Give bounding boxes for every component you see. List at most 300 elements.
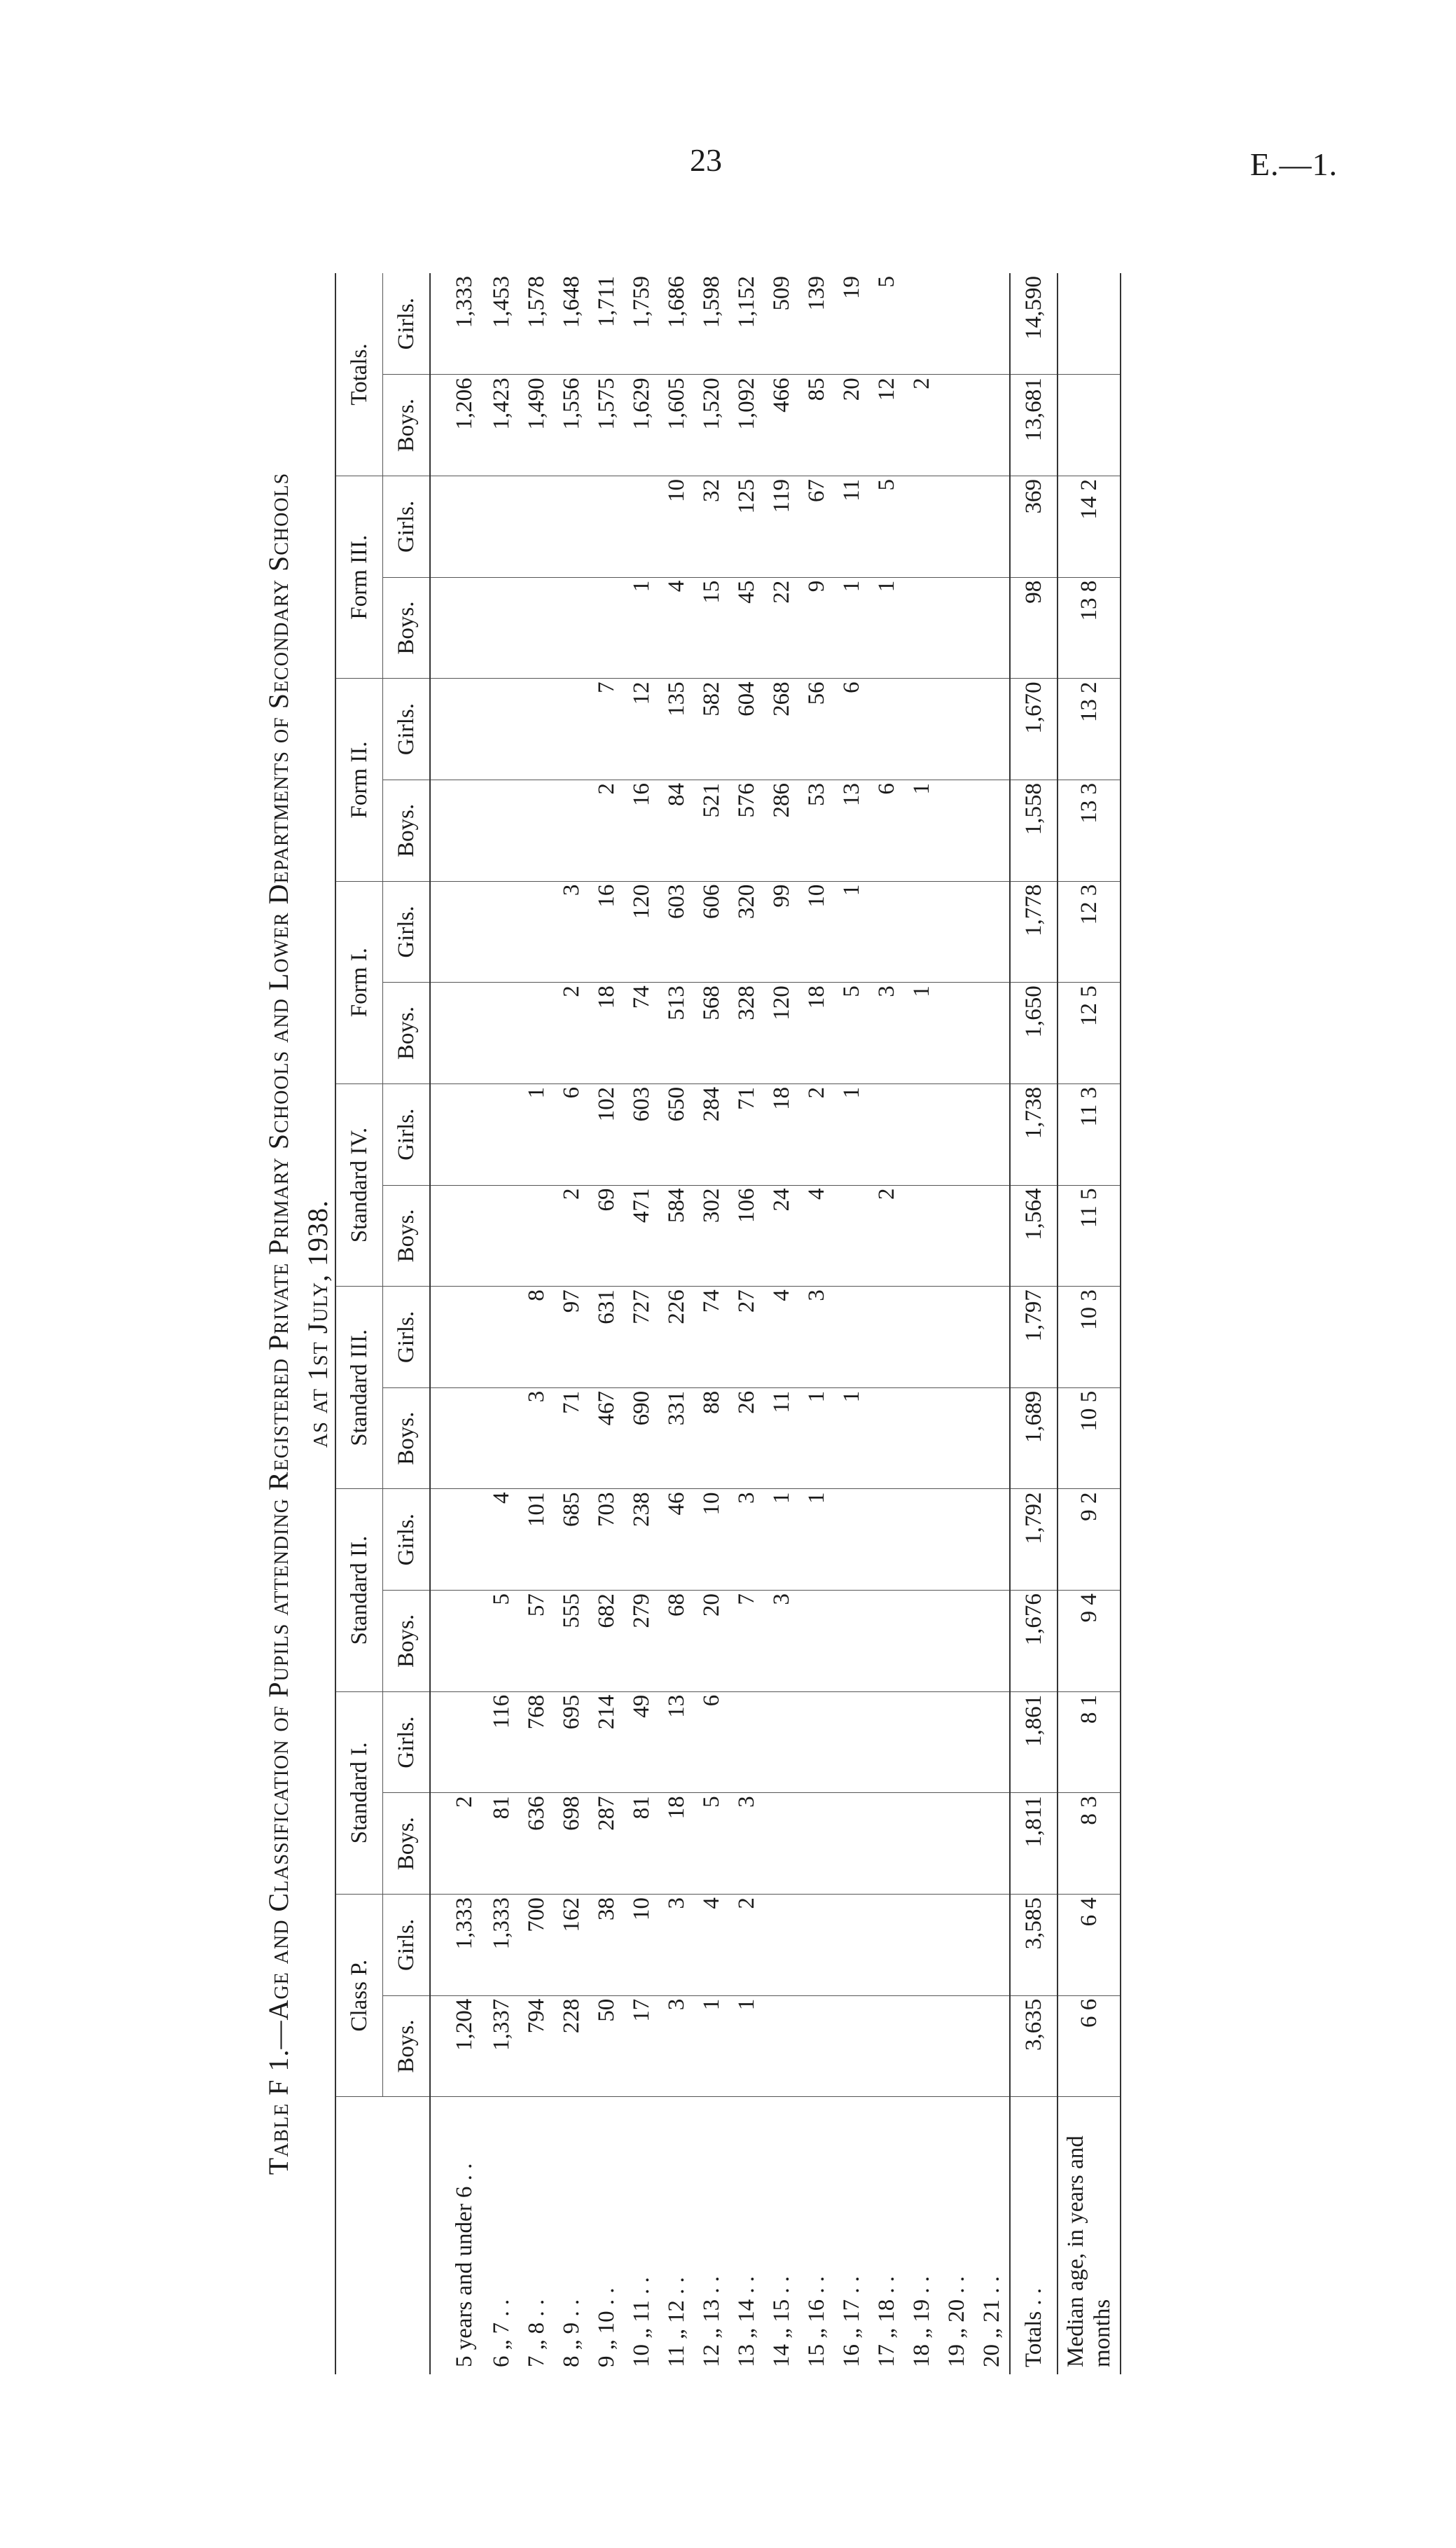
boys-column-header: Boys. <box>383 375 431 476</box>
table-cell: 10 3 <box>1058 1287 1121 1388</box>
table-cell <box>974 983 1010 1084</box>
table-cell <box>834 1691 869 1793</box>
age-classification-table <box>335 273 1121 2374</box>
column-group-header: Form I. <box>335 881 383 1083</box>
table-cell: 3 <box>729 1793 764 1895</box>
row-label: 9 „ 10 . . <box>593 2287 619 2367</box>
table-cell: 1 <box>729 1995 764 2097</box>
table-cell: 135 <box>659 679 694 780</box>
table-cell <box>974 577 1010 679</box>
girls-column-header: Girls. <box>383 1287 431 1388</box>
table-cell <box>939 1793 974 1895</box>
table-cell <box>764 1691 799 1793</box>
table-cell: 1,337 <box>484 1995 519 2097</box>
table-row <box>904 273 939 2374</box>
table-cell <box>729 1691 764 1793</box>
table-cell <box>834 1489 869 1591</box>
table-cell: 568 <box>694 983 729 1084</box>
table-cell: 1,206 <box>430 375 484 476</box>
table-cell: 576 <box>729 780 764 881</box>
table-cell <box>904 1185 939 1287</box>
table-cell: 8 3 <box>1058 1793 1121 1895</box>
table-cell: 302 <box>694 1185 729 1287</box>
table-cell <box>974 881 1010 983</box>
table-cell <box>974 1995 1010 2097</box>
table-cell: 1,797 <box>1010 1287 1058 1388</box>
table-cell: 26 <box>729 1387 764 1489</box>
table-row <box>729 273 764 2374</box>
table-cell: 81 <box>624 1793 659 1895</box>
table-cell: 1,092 <box>729 375 764 476</box>
table-cell: 2 <box>869 1185 904 1287</box>
table-cell: 2 <box>430 1793 484 1895</box>
table-cell <box>904 679 939 780</box>
table-cell <box>904 1287 939 1388</box>
row-label: Median age, in years and months <box>1058 2097 1121 2374</box>
table-cell <box>834 1185 869 1287</box>
table-cell: 6 6 <box>1058 1995 1121 2097</box>
table-cell <box>484 881 519 983</box>
table-cell: 9 2 <box>1058 1489 1121 1591</box>
table-cell <box>430 881 484 983</box>
table-cell: 2 <box>554 1185 589 1287</box>
header-sex-row <box>383 273 431 2374</box>
table-cell <box>554 577 589 679</box>
table-cell <box>430 780 484 881</box>
table-cell: 471 <box>624 1185 659 1287</box>
table-cell: 1,629 <box>624 375 659 476</box>
table-cell: 19 <box>834 273 869 375</box>
table-cell <box>624 476 659 578</box>
table-row <box>694 273 729 2374</box>
table-cell: 268 <box>764 679 799 780</box>
table-cell <box>484 476 519 578</box>
table-cell: 45 <box>729 577 764 679</box>
table-cell <box>484 983 519 1084</box>
table-cell: 24 <box>764 1185 799 1287</box>
table-cell: 53 <box>799 780 834 881</box>
totals-row <box>1010 273 1058 2374</box>
row-label: 5 years and under 6 . . <box>451 2163 477 2367</box>
table-cell <box>904 1489 939 1591</box>
table-cell <box>834 1287 869 1388</box>
table-cell: 238 <box>624 1489 659 1591</box>
table-cell: 1,204 <box>430 1995 484 2097</box>
table-cell <box>904 881 939 983</box>
table-row <box>624 273 659 2374</box>
table-cell <box>939 577 974 679</box>
table-cell <box>519 983 554 1084</box>
table-cell: 3,585 <box>1010 1895 1058 1996</box>
table-cell: 120 <box>764 983 799 1084</box>
table-cell: 38 <box>589 1895 624 1996</box>
table-cell: 1,578 <box>519 273 554 375</box>
table-cell <box>869 1083 904 1185</box>
table-cell: 606 <box>694 881 729 983</box>
table-cell <box>589 476 624 578</box>
table-cell <box>939 1895 974 1996</box>
table-cell: 99 <box>764 881 799 983</box>
table-row <box>589 273 624 2374</box>
table-cell: 1,711 <box>589 273 624 375</box>
table-row <box>799 273 834 2374</box>
row-label: Totals . . <box>1010 2097 1058 2374</box>
table-cell: 57 <box>519 1591 554 1692</box>
table-cell: 85 <box>799 375 834 476</box>
table-cell: 631 <box>589 1287 624 1388</box>
table-cell <box>939 881 974 983</box>
page-number: 23 <box>690 142 722 178</box>
table-cell: 12 <box>869 375 904 476</box>
table-cell: 11 3 <box>1058 1083 1121 1185</box>
table-cell: 214 <box>589 1691 624 1793</box>
table-cell: 1,520 <box>694 375 729 476</box>
table-cell <box>519 881 554 983</box>
row-label: 11 „ 12 . . <box>663 2277 689 2367</box>
table-body <box>430 273 1121 2374</box>
table-cell: 3 <box>869 983 904 1084</box>
table-cell: 68 <box>659 1591 694 1692</box>
row-label: 17 „ 18 . . <box>873 2276 899 2367</box>
table-cell: 27 <box>729 1287 764 1388</box>
boys-column-header: Boys. <box>383 780 431 881</box>
header-stub <box>335 2097 430 2374</box>
table-cell <box>519 780 554 881</box>
table-cell: 18 <box>799 983 834 1084</box>
table-cell: 604 <box>729 679 764 780</box>
table-cell <box>974 273 1010 375</box>
girls-column-header: Girls. <box>383 881 431 983</box>
table-cell: 18 <box>659 1793 694 1895</box>
table-cell <box>799 1793 834 1895</box>
table-cell: 4 <box>659 577 694 679</box>
table-cell: 6 <box>694 1691 729 1793</box>
table-cell: 10 <box>624 1895 659 1996</box>
table-cell: 555 <box>554 1591 589 1692</box>
column-group-header: Totals. <box>335 273 383 476</box>
boys-column-header: Boys. <box>383 983 431 1084</box>
table-cell: 74 <box>624 983 659 1084</box>
table-cell: 582 <box>694 679 729 780</box>
table-cell: 88 <box>694 1387 729 1489</box>
table-cell: 120 <box>624 881 659 983</box>
table-row <box>974 273 1010 2374</box>
table-cell: 768 <box>519 1691 554 1793</box>
table-cell <box>484 1287 519 1388</box>
table-cell: 17 <box>624 1995 659 2097</box>
table-cell: 1,792 <box>1010 1489 1058 1591</box>
table-cell: 1 <box>834 577 869 679</box>
column-group-header: Standard IV. <box>335 1083 383 1286</box>
table-cell: 603 <box>624 1083 659 1185</box>
table-cell: 4 <box>764 1287 799 1388</box>
table-cell <box>869 1895 904 1996</box>
table-cell: 1,759 <box>624 273 659 375</box>
table-cell <box>974 780 1010 881</box>
table-cell: 1 <box>834 881 869 983</box>
table-cell <box>939 780 974 881</box>
table-cell <box>764 1995 799 2097</box>
table-cell <box>869 1287 904 1388</box>
table-cell <box>869 679 904 780</box>
table-cell: 18 <box>764 1083 799 1185</box>
table-cell: 4 <box>484 1489 519 1591</box>
table-cell: 2 <box>904 375 939 476</box>
table-cell <box>869 1387 904 1489</box>
girls-column-header: Girls. <box>383 273 431 375</box>
table-cell: 695 <box>554 1691 589 1793</box>
table-cell: 84 <box>659 780 694 881</box>
table-cell <box>430 1489 484 1591</box>
table-cell: 7 <box>729 1591 764 1692</box>
table-cell: 4 <box>694 1895 729 1996</box>
table-row <box>659 273 694 2374</box>
table-cell <box>974 1895 1010 1996</box>
table-cell <box>974 1083 1010 1185</box>
table-cell: 3,635 <box>1010 1995 1058 2097</box>
table-cell: 5 <box>484 1591 519 1692</box>
table-row <box>430 273 484 2374</box>
table-cell: 1 <box>904 983 939 1084</box>
table-cell: 71 <box>729 1083 764 1185</box>
table-cell: 14,590 <box>1010 273 1058 375</box>
table-cell: 1 <box>834 1387 869 1489</box>
table-cell: 727 <box>624 1287 659 1388</box>
table-cell: 509 <box>764 273 799 375</box>
table-cell <box>974 1185 1010 1287</box>
table-cell: 1 <box>624 577 659 679</box>
table-cell: 6 <box>554 1083 589 1185</box>
table-cell: 6 4 <box>1058 1895 1121 1996</box>
table-cell: 1,490 <box>519 375 554 476</box>
table-cell: 279 <box>624 1591 659 1692</box>
table-cell: 1 <box>764 1489 799 1591</box>
table-cell: 369 <box>1010 476 1058 578</box>
table-cell <box>430 1185 484 1287</box>
table-cell <box>939 1287 974 1388</box>
table-cell <box>834 1591 869 1692</box>
table-cell <box>519 476 554 578</box>
table-cell <box>484 1185 519 1287</box>
table-cell: 1,333 <box>430 1895 484 1996</box>
table-cell: 15 <box>694 577 729 679</box>
table-cell <box>869 1995 904 2097</box>
table-cell: 71 <box>554 1387 589 1489</box>
table-cell: 1 <box>834 1083 869 1185</box>
table-cell: 3 <box>729 1489 764 1591</box>
table-cell: 320 <box>729 881 764 983</box>
table-cell: 2 <box>554 983 589 1084</box>
row-label: 7 „ 8 . . <box>523 2299 549 2367</box>
table-cell: 1 <box>799 1489 834 1591</box>
girls-column-header: Girls. <box>383 476 431 578</box>
table-cell: 1 <box>519 1083 554 1185</box>
table-cell: 106 <box>729 1185 764 1287</box>
boys-column-header: Boys. <box>383 1591 431 1692</box>
table-cell: 10 <box>799 881 834 983</box>
table-cell: 5 <box>694 1793 729 1895</box>
table-row <box>554 273 589 2374</box>
table-cell <box>939 1387 974 1489</box>
table-cell: 32 <box>694 476 729 578</box>
table-cell: 139 <box>799 273 834 375</box>
table-cell: 1,152 <box>729 273 764 375</box>
caption-line-1: Table F 1.—Age and Classification of Pupils attending Registered Private Primary Schools and Lower Departments of Secondary Schools <box>263 472 294 2175</box>
table-cell <box>904 476 939 578</box>
girls-column-header: Girls. <box>383 1691 431 1793</box>
table-cell: 6 <box>834 679 869 780</box>
table-cell <box>519 679 554 780</box>
table-cell: 703 <box>589 1489 624 1591</box>
table-row <box>834 273 869 2374</box>
table-cell <box>939 375 974 476</box>
table-cell: 2 <box>799 1083 834 1185</box>
table-cell: 74 <box>694 1287 729 1388</box>
table-cell: 5 <box>869 476 904 578</box>
table-cell: 698 <box>554 1793 589 1895</box>
table-cell <box>904 1387 939 1489</box>
table-cell <box>430 1591 484 1692</box>
table-cell: 16 <box>589 881 624 983</box>
table-cell <box>974 1387 1010 1489</box>
table-row <box>764 273 799 2374</box>
table-cell <box>974 679 1010 780</box>
table-cell: 3 <box>764 1591 799 1692</box>
table-cell <box>834 1793 869 1895</box>
table-cell <box>799 1995 834 2097</box>
table-cell: 18 <box>589 983 624 1084</box>
row-label: 15 „ 16 . . <box>803 2276 829 2367</box>
table-cell <box>484 1083 519 1185</box>
row-label: 18 „ 19 . . <box>908 2276 934 2367</box>
table-cell: 287 <box>589 1793 624 1895</box>
row-label: 14 „ 15 . . <box>768 2276 794 2367</box>
table-cell <box>904 1591 939 1692</box>
row-label: 13 „ 14 . . <box>733 2276 759 2367</box>
table-cell <box>430 1691 484 1793</box>
table-cell: 226 <box>659 1287 694 1388</box>
table-cell: 14 2 <box>1058 476 1121 578</box>
table-cell: 10 5 <box>1058 1387 1121 1489</box>
table-cell <box>904 1083 939 1185</box>
column-group-header: Standard II. <box>335 1489 383 1691</box>
table-cell: 13 8 <box>1058 577 1121 679</box>
table-cell: 1,598 <box>694 273 729 375</box>
row-label: 8 „ 9 . . <box>558 2299 584 2367</box>
table-cell <box>519 577 554 679</box>
table-cell: 1,738 <box>1010 1083 1058 1185</box>
table-cell <box>869 881 904 983</box>
table-cell: 1,423 <box>484 375 519 476</box>
table-cell <box>554 679 589 780</box>
table-cell: 1,811 <box>1010 1793 1058 1895</box>
table-cell: 125 <box>729 476 764 578</box>
table-cell <box>484 679 519 780</box>
table-cell: 690 <box>624 1387 659 1489</box>
table-cell: 13 3 <box>1058 780 1121 881</box>
table-cell: 286 <box>764 780 799 881</box>
table-cell <box>799 1895 834 1996</box>
table-cell: 5 <box>869 273 904 375</box>
table-cell: 69 <box>589 1185 624 1287</box>
table-cell <box>799 1591 834 1692</box>
table-cell <box>869 1591 904 1692</box>
table-cell: 794 <box>519 1995 554 2097</box>
table-cell <box>939 983 974 1084</box>
table-cell <box>834 1995 869 2097</box>
table-cell: 1 <box>799 1387 834 1489</box>
table-cell: 102 <box>589 1083 624 1185</box>
table-cell <box>904 1995 939 2097</box>
table-cell <box>484 780 519 881</box>
table-cell <box>974 476 1010 578</box>
boys-column-header: Boys. <box>383 577 431 679</box>
table-cell: 331 <box>659 1387 694 1489</box>
table-cell: 11 5 <box>1058 1185 1121 1287</box>
column-group-header: Standard III. <box>335 1287 383 1489</box>
table-cell <box>484 1387 519 1489</box>
column-group-header: Form II. <box>335 679 383 881</box>
row-label: 12 „ 13 . . <box>698 2276 724 2367</box>
table-cell <box>764 1793 799 1895</box>
table-cell <box>974 375 1010 476</box>
column-group-header: Standard I. <box>335 1691 383 1894</box>
table-cell: 11 <box>834 476 869 578</box>
table-cell: 5 <box>834 983 869 1084</box>
table-cell: 603 <box>659 881 694 983</box>
table-cell: 13,681 <box>1010 375 1058 476</box>
table-cell <box>430 476 484 578</box>
girls-column-header: Girls. <box>383 1895 431 1996</box>
table-cell: 1 <box>869 577 904 679</box>
table-cell <box>904 1691 939 1793</box>
table-cell: 1,564 <box>1010 1185 1058 1287</box>
table-cell <box>974 1489 1010 1591</box>
table-cell <box>1058 273 1121 375</box>
table-cell: 12 5 <box>1058 983 1121 1084</box>
table-cell: 101 <box>519 1489 554 1591</box>
table-cell: 1,558 <box>1010 780 1058 881</box>
table-cell <box>589 577 624 679</box>
row-label: 19 „ 20 . . <box>943 2276 969 2367</box>
table-cell: 1,650 <box>1010 983 1058 1084</box>
table-cell <box>904 577 939 679</box>
table-cell: 636 <box>519 1793 554 1895</box>
table-cell: 12 <box>624 679 659 780</box>
table-cell: 50 <box>589 1995 624 2097</box>
table-cell: 11 <box>764 1387 799 1489</box>
table-cell: 97 <box>554 1287 589 1388</box>
table-cell: 12 3 <box>1058 881 1121 983</box>
table-cell: 1,689 <box>1010 1387 1058 1489</box>
table-cell: 228 <box>554 1995 589 2097</box>
table-cell <box>430 1083 484 1185</box>
table-cell <box>554 476 589 578</box>
table-cell: 328 <box>729 983 764 1084</box>
table-cell <box>904 273 939 375</box>
table-cell <box>939 1185 974 1287</box>
table-cell: 10 <box>694 1489 729 1591</box>
table-cell <box>554 780 589 881</box>
table-cell: 13 2 <box>1058 679 1121 780</box>
table-cell <box>974 1287 1010 1388</box>
table-cell: 3 <box>659 1895 694 1996</box>
table-cell <box>869 1793 904 1895</box>
table-cell: 1,453 <box>484 273 519 375</box>
table-cell: 466 <box>764 375 799 476</box>
table-cell: 1,556 <box>554 375 589 476</box>
table-cell: 3 <box>519 1387 554 1489</box>
